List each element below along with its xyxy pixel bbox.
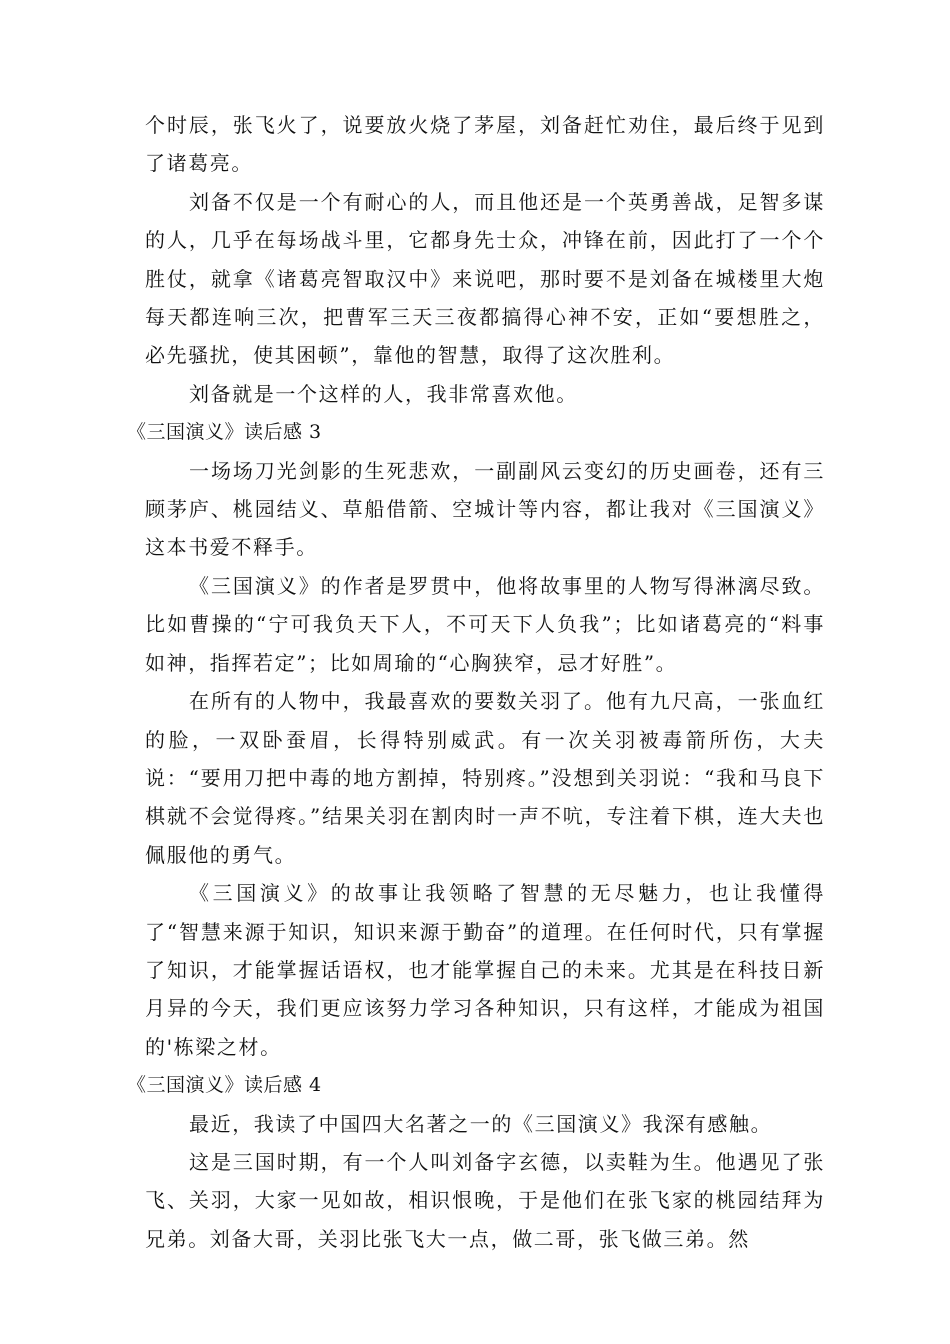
section-heading-4: 《三国演义》读后感 4 <box>127 1074 322 1097</box>
section-heading-3: 《三国演义》读后感 3 <box>127 421 322 444</box>
paragraph-guanyu: 在所有的人物中，我最喜欢的要数关羽了。他有九尺高，一张血红的脸，一双卧蚕眉，长得特别威武。有一次关羽被毒箭所伤，大夫说：“要用刀把中毒的地方割掉，特别疼。”没想到关羽说：“我和马良下棋就不会觉得疼。”结果关羽在割肉时一声不吭，专注着下棋，连大夫也佩服他的勇气。 <box>145 689 825 867</box>
paragraph-liubei-like: 刘备就是一个这样的人，我非常喜欢他。 <box>189 381 578 406</box>
paragraph-intro-3: 一场场刀光剑影的生死悲欢，一副副风云变幻的历史画卷，还有三顾茅庐、桃园结义、草船借箭、空城计等内容，都让我对《三国演义》这本书爱不释手。 <box>145 458 825 560</box>
paragraph-continuation: 个时辰，张飞火了，说要放火烧了茅屋，刘备赶忙劝住，最后终于见到了诸葛亮。 <box>145 113 825 176</box>
paragraph-author: 《三国演义》的作者是罗贯中，他将故事里的人物写得淋漓尽致。比如曹操的“宁可我负天下人，不可天下人负我”；比如诸葛亮的“料事如神，指挥若定”；比如周瑜的“心胸狭窄，忌才好胜”。 <box>145 573 825 675</box>
paragraph-wisdom: 《三国演义》的故事让我领略了智慧的无尽魅力，也让我懂得了“智慧来源于知识，知识来源于勤奋”的道理。在任何时代，只有掌握了知识，才能掌握话语权，也才能掌握自己的未来。尤其是在科技日新月异的今天，我们更应该努力学习各种知识，只有这样，才能成为祖国的'栋梁之材。 <box>145 881 825 1059</box>
paragraph-intro-4: 最近，我读了中国四大名著之一的《三国演义》我深有感触。 <box>189 1111 773 1136</box>
paragraph-liubei-brave: 刘备不仅是一个有耐心的人，而且他还是一个英勇善战，足智多谋的人，几乎在每场战斗里，它都身先士众，冲锋在前，因此打了一个个胜仗，就拿《诸葛亮智取汉中》来说吧，那时要不是刘备在城楼里大炮每天都连响三次，把曹军三天三夜都搞得心神不安，正如“要想胜之，必先骚扰，使其困顿”，靠他的智慧，取得了这次胜利。 <box>145 189 825 368</box>
paragraph-story: 这是三国时期，有一个人叫刘备字玄德，以卖鞋为生。他遇见了张飞、关羽，大家一见如故，相识恨晚，于是他们在张飞家的桃园结拜为兄弟。刘备大哥，关羽比张飞大一点，做二哥，张飞做三弟。然 <box>145 1149 825 1251</box>
document-body <box>127 106 825 1258</box>
